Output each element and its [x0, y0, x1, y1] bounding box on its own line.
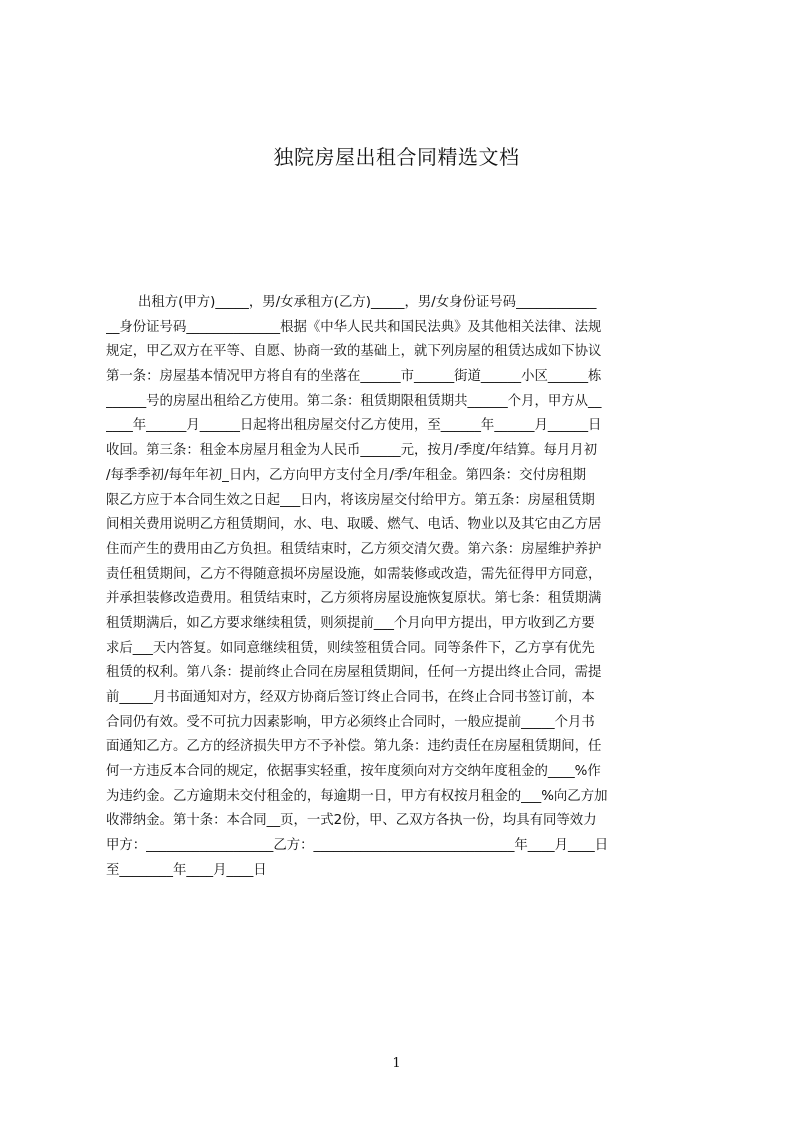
contract-body [106, 291, 698, 884]
text-line: 收回。第三条：租金本房屋月租金为人民币______元，按月/季度/年结算。每月月初 [106, 443, 598, 459]
text-line: 出租方(甲方)_____，男/女承租方(乙方)_____，男/女身份证号码____________ [138, 295, 597, 310]
text-line: 责任租赁期间，乙方不得随意损坏房屋设施，如需装修或改造，需先征得甲方同意， [106, 566, 602, 582]
text-line: 收滞纳金。第十条：本合同__页，一式2份，甲、乙双方各执一份，均具有同等效力 [106, 813, 597, 829]
signature-line: 甲方：___________________乙方：______________________________年____月____日 [106, 838, 609, 854]
text-line: 为违约金。乙方逾期未交付租金的，每逾期一日，甲方有权按月租金的___%向乙方加 [106, 788, 608, 804]
text-line: 前_____月书面通知对方，经双方协商后签订终止合同书，在终止合同书签订前，本 [106, 690, 595, 705]
text-line: ______号的房屋出租给乙方使用。第二条：租赁期限租赁期共______个月，甲方从__ [106, 393, 602, 409]
text-line: 间相关费用说明乙方租赁期间，水、电、取暖、燃气、电话、物业以及其它由乙方居 [106, 517, 602, 533]
text-line: 第一条：房屋基本情况甲方将自有的坐落在______市______街道______小区______栋 [106, 369, 602, 385]
text-line: 住而产生的费用由乙方负担。租赁结束时，乙方须交清欠费。第六条：房屋维护养护 [106, 541, 602, 557]
text-line: 面通知乙方。乙方的经济损失甲方不予补偿。第九条：违约责任在房屋租赁期间，任 [106, 739, 602, 755]
text-line: ____年______月______日起将出租房屋交付乙方使用，至______年______月______日 [106, 418, 602, 434]
text-line: 租赁期满后，如乙方要求继续租赁，则须提前___个月向甲方提出，甲方收到乙方要 [106, 615, 595, 631]
text-line: 合同仍有效。受不可抗力因素影响，甲方必须终止合同时，一般应提前_____个月书 [106, 714, 595, 730]
text-line: 租赁的权利。第八条：提前终止合同在房屋租赁期间，任何一方提出终止合同，需提 [106, 665, 602, 681]
text-line: 求后___天内答复。如同意继续租赁，则续签租赁合同。同等条件下，乙方享有优先 [106, 640, 595, 656]
text-line: __身份证号码______________根据《中华人民共和国民法典》及其他相关法律、法规 [106, 319, 602, 335]
document-title: 独院房屋出租合同精选文档 [273, 145, 520, 169]
text-line: 并承担装修改造费用。租赁结束时，乙方须将房屋设施恢复原状。第七条：租赁期满 [106, 591, 602, 607]
text-line: 规定，甲乙双方在平等、自愿、协商一致的基础上，就下列房屋的租赁达成如下协议 [106, 344, 602, 360]
text-line: 何一方违反本合同的规定，依据事实轻重，按年度须向对方交纳年度租金的____%作 [106, 764, 601, 780]
text-line: /每季季初/每年年初_日内，乙方向甲方支付全月/季/年租金。第四条：交付房租期 [106, 467, 587, 483]
page-number: 1 [392, 1056, 401, 1071]
date-line: 至________年____月____日 [106, 862, 267, 878]
text-line: 限乙方应于本合同生效之日起___日内，将该房屋交付给甲方。第五条：房屋租赁期 [106, 492, 595, 508]
